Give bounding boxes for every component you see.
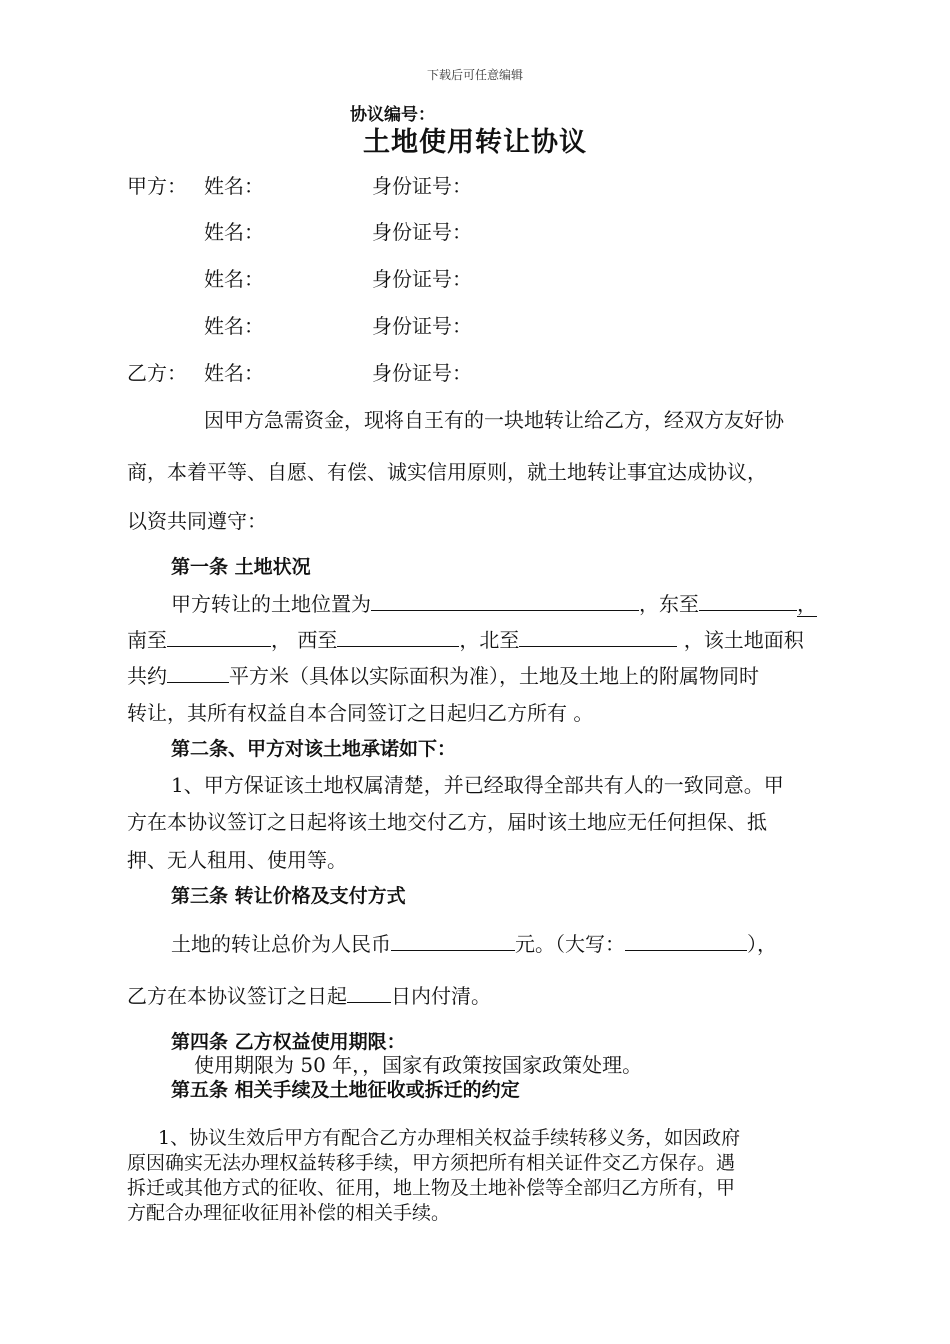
text-span: ），: [747, 932, 777, 956]
section-5-line: 原因确实无法办理权益转移手续，甲方须把所有相关证件交乙方保存。遇: [127, 1152, 736, 1174]
section-1-line: [127, 660, 759, 689]
text-span: ，该土地面积: [683, 628, 804, 652]
blank-field[interactable]: [167, 628, 271, 647]
section-2-line: 方在本协议签订之日起将该土地交付乙方，届时该土地应无任何担保、抵: [127, 810, 767, 834]
name-label: 姓名：: [204, 267, 264, 291]
section-5-line: 方配合办理征收征用补偿的相关手续。: [127, 1202, 451, 1224]
section-3-line: [171, 928, 777, 957]
text-span: ， 西至: [271, 628, 338, 652]
text-span: ，北至: [459, 628, 520, 652]
text-span: 元。（大写：: [515, 932, 625, 956]
section-3-line: [127, 980, 491, 1009]
section-2-heading: 第二条、甲方对该土地承诺如下：: [171, 738, 457, 760]
name-label: 姓名：: [204, 174, 264, 198]
section-1-line: [171, 588, 817, 617]
blank-field[interactable]: [337, 628, 459, 647]
section-1-line: [127, 624, 804, 653]
blank-field[interactable]: [519, 628, 677, 647]
id-label: 身份证号：: [372, 361, 472, 385]
blank-field[interactable]: [391, 932, 515, 951]
section-1-line: 转让，其所有权益自本合同签订之日起归乙方所有 。: [127, 701, 594, 725]
text-span: 甲方转让的土地位置为: [171, 592, 371, 616]
section-5-line: 1、协议生效后甲方有配合乙方办理相关权益手续转移义务，如因政府: [158, 1127, 741, 1149]
name-label: 姓名：: [204, 220, 264, 244]
blank-field[interactable]: [371, 592, 639, 611]
blank-field[interactable]: [625, 932, 747, 951]
intro-line: 因甲方急需资金，现将自王有的一块地转让给乙方，经双方友好协: [204, 408, 784, 432]
text-span: ，东至: [639, 592, 699, 616]
text-span: 日内付清。: [391, 984, 491, 1008]
text-span: 南至: [127, 628, 167, 652]
section-5-heading: 第五条 相关手续及土地征收或拆迁的约定: [171, 1079, 520, 1101]
id-label: 身份证号：: [372, 267, 472, 291]
section-4-heading: 第四条 乙方权益使用期限：: [171, 1031, 406, 1053]
blank-field[interactable]: [699, 592, 797, 611]
id-label: 身份证号：: [372, 220, 472, 244]
text-span: 土地的转让总价为人民币: [171, 932, 391, 956]
name-label: 姓名：: [204, 361, 264, 385]
blank-field[interactable]: [167, 664, 229, 683]
page-header-note: 下载后可任意编辑: [426, 68, 523, 82]
text-span: 乙方在本协议签订之日起: [127, 984, 347, 1008]
text-span: 平方米（具体以实际面积为准），土地及土地上的附属物同时: [229, 664, 759, 688]
agreement-number-label: 协议编号：: [350, 105, 435, 125]
section-3-heading: 第三条 转让价格及支付方式: [171, 885, 406, 907]
id-label: 身份证号：: [372, 314, 472, 338]
intro-line: 以资共同遵守：: [127, 509, 267, 533]
section-4-line: 使用期限为 50 年，，国家有政策按国家政策处理。: [194, 1053, 643, 1077]
name-label: 姓名：: [204, 314, 264, 338]
document-title: 土地使用转让协议: [363, 127, 587, 158]
section-2-line: 押、无人租用、使用等。: [127, 848, 347, 872]
text-span: ，: [797, 592, 817, 616]
text-span: 共约: [127, 664, 167, 688]
party-a-label: 甲方：: [127, 174, 187, 198]
id-label: 身份证号：: [372, 174, 472, 198]
section-2-line: 1、甲方保证该土地权属清楚，并已经取得全部共有人的一致同意。甲: [171, 773, 784, 797]
section-1-heading: 第一条 土地状况: [171, 556, 311, 578]
party-b-label: 乙方：: [127, 361, 187, 385]
blank-field[interactable]: [347, 984, 391, 1003]
section-5-line: 拆迁或其他方式的征收、征用，地上物及土地补偿等全部归乙方所有，甲: [127, 1177, 736, 1199]
intro-line: 商，本着平等、自愿、有偿、诚实信用原则，就土地转让事宜达成协议，: [127, 460, 767, 484]
